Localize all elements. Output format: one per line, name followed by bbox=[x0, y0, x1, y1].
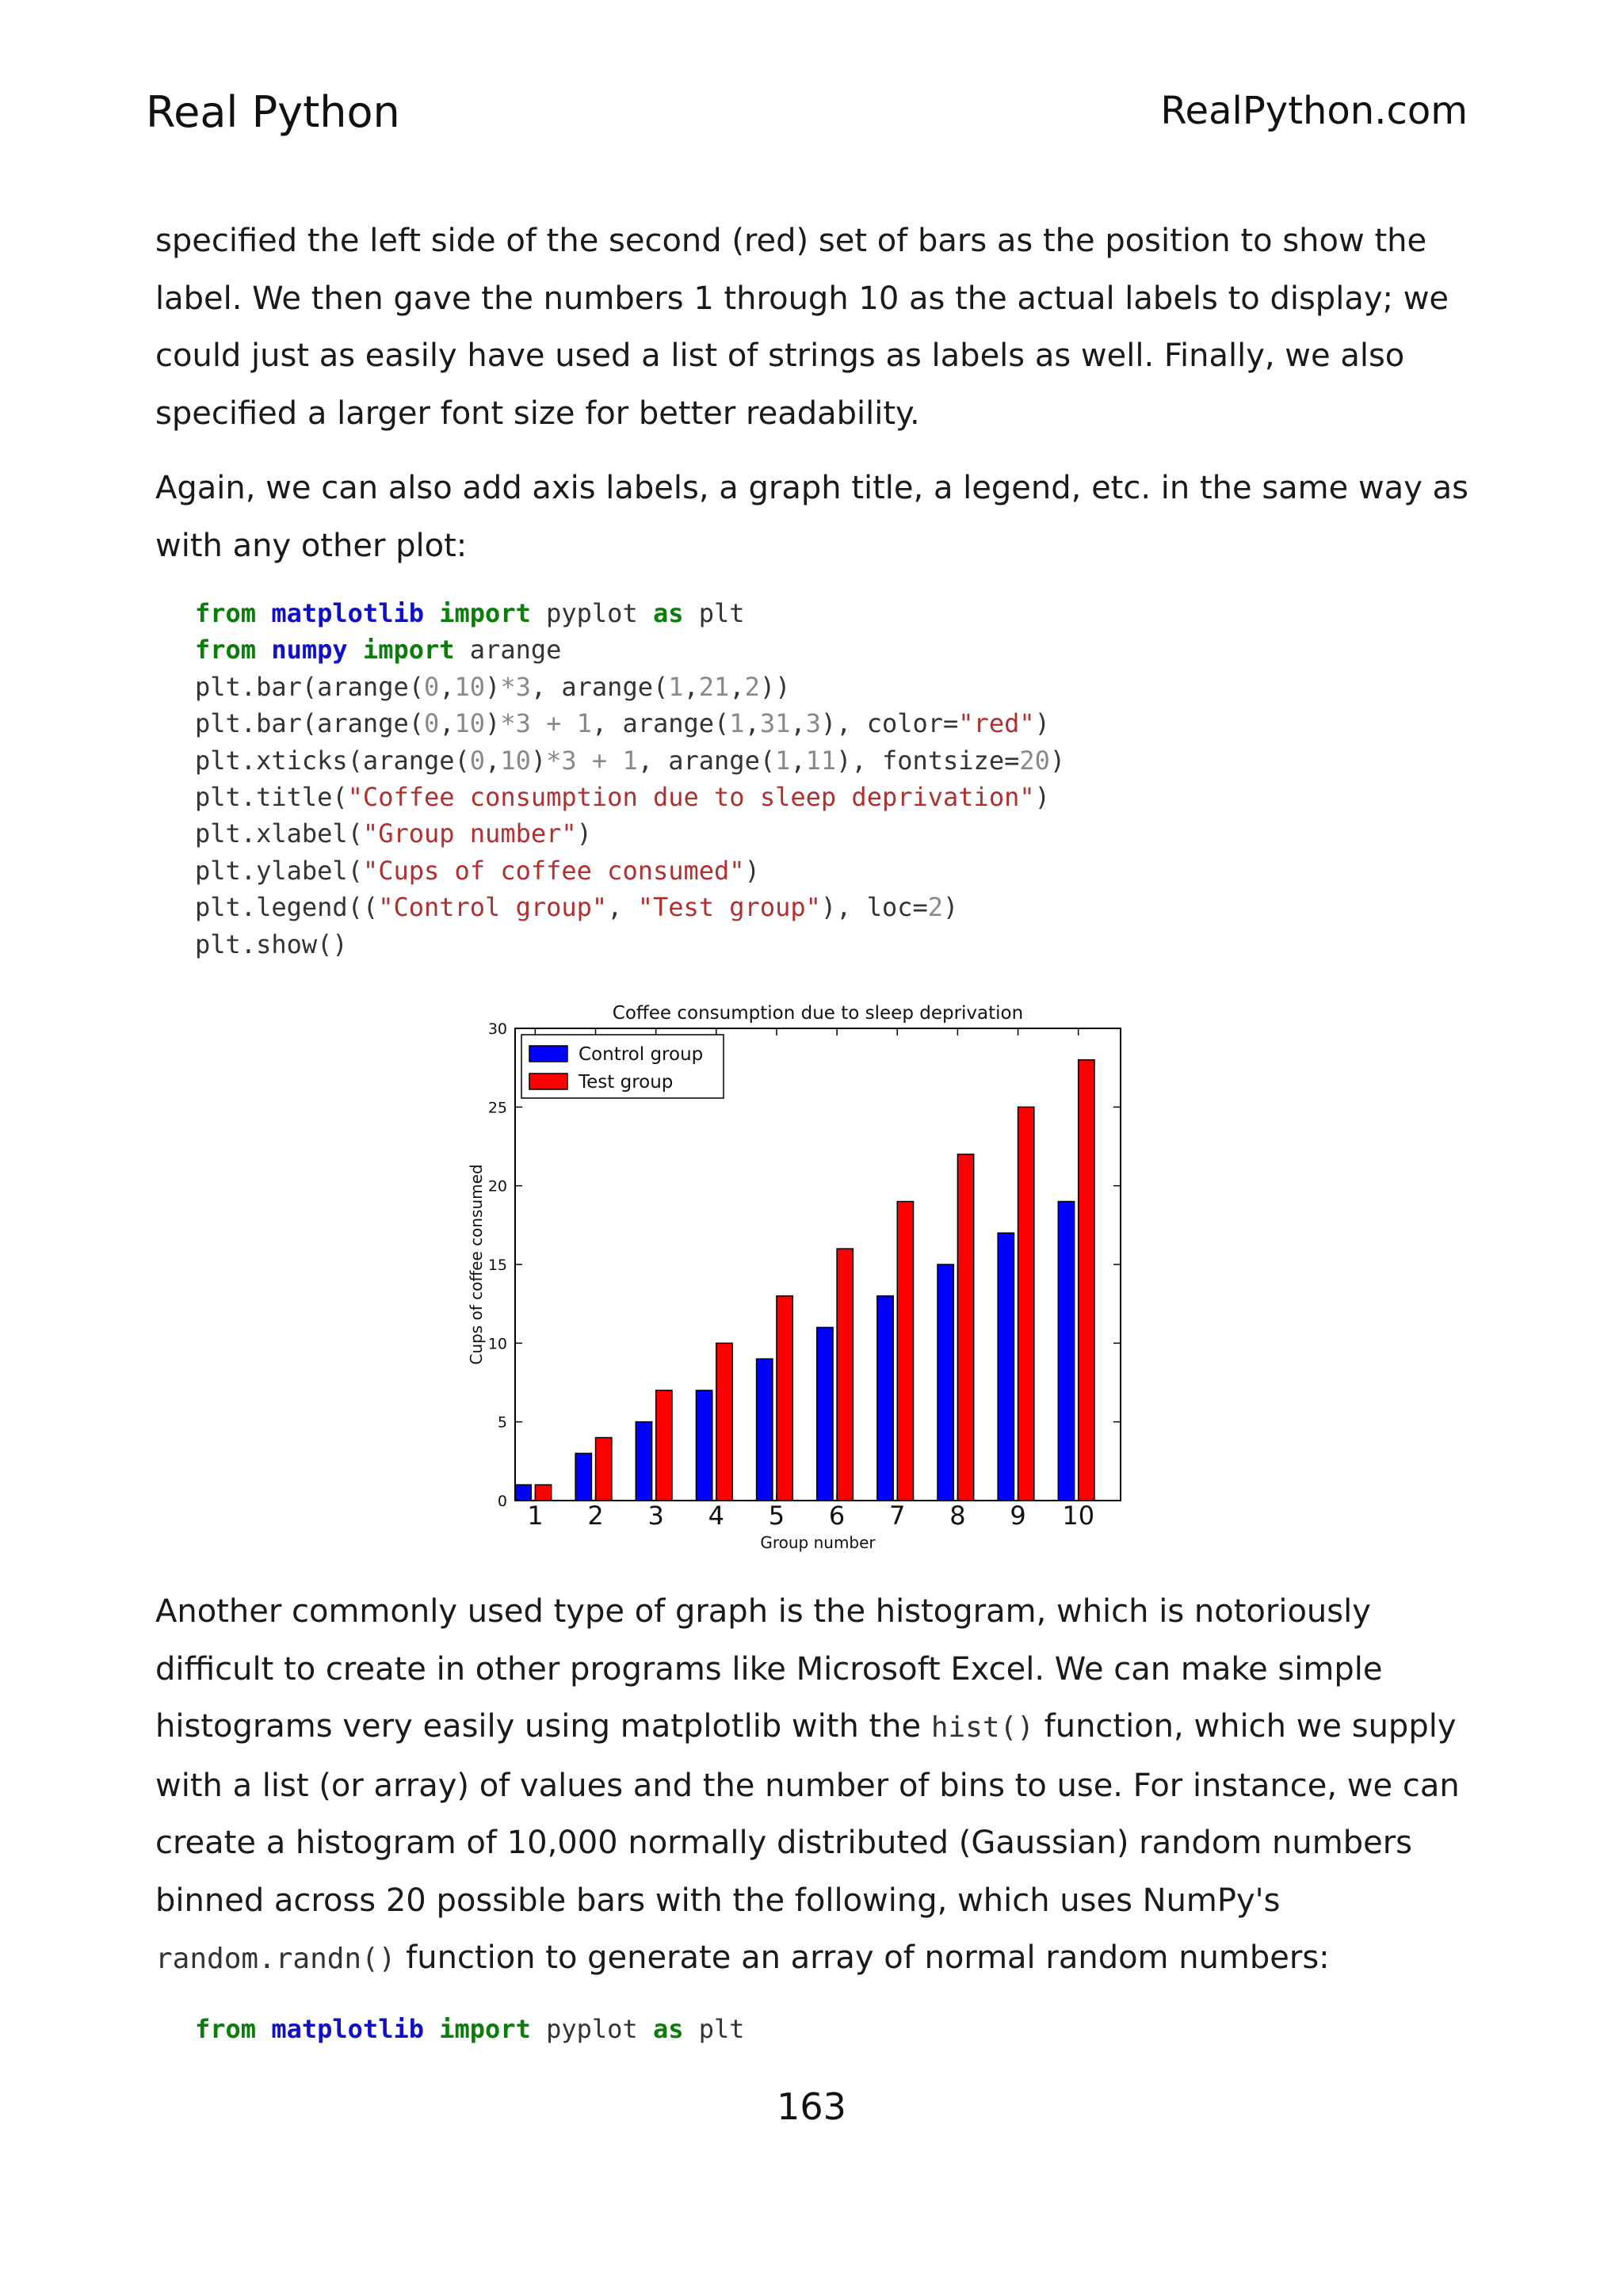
code-token: ) bbox=[485, 708, 501, 739]
code-token: ) bbox=[576, 818, 592, 849]
book-title: Real Python bbox=[146, 87, 400, 137]
x-tick-label: 1 bbox=[527, 1501, 544, 1531]
code-token bbox=[256, 598, 271, 628]
code-token: , bbox=[790, 745, 806, 776]
code-token: 1 bbox=[668, 671, 684, 702]
code-token: , bbox=[744, 708, 760, 739]
code-token: from bbox=[195, 635, 257, 666]
paragraph-text: Another commonly used type of graph is the histogram, which is notoriously difficult to create in other programs like Microsoft Excel. We can make simple histograms very easily using matplotlib with the bbox=[155, 1593, 1383, 1745]
code-token: plt.xticks(arange( bbox=[195, 745, 470, 776]
x-tick-label: 6 bbox=[828, 1501, 846, 1531]
code-token bbox=[348, 635, 363, 665]
y-tick-label: 0 bbox=[497, 1493, 507, 1510]
code-token: "red" bbox=[958, 708, 1035, 739]
code-token: "Coffee consumption due to sleep deprivation" bbox=[347, 781, 1035, 812]
code-token: 1 bbox=[729, 708, 745, 739]
bar-control-group bbox=[817, 1327, 833, 1501]
code-token: ) bbox=[1034, 708, 1050, 739]
bar-control-group bbox=[757, 1359, 773, 1501]
code-token: matplotlib bbox=[271, 2014, 424, 2044]
bar-control-group bbox=[877, 1296, 893, 1501]
y-axis-label: Cups of coffee consumed bbox=[467, 1164, 486, 1365]
code-token: plt bbox=[683, 2014, 745, 2044]
code-token: "Test group" bbox=[637, 892, 821, 923]
y-tick-label: 25 bbox=[487, 1099, 507, 1117]
y-tick-label: 10 bbox=[487, 1335, 507, 1353]
code-token: pyplot bbox=[530, 598, 653, 628]
bar-test-group bbox=[535, 1485, 551, 1501]
page-number: 163 bbox=[777, 2085, 846, 2128]
code-token: 10 bbox=[454, 708, 486, 739]
bar-test-group bbox=[1018, 1107, 1034, 1501]
code-token: ), color= bbox=[820, 708, 959, 739]
code-token: as bbox=[652, 598, 684, 628]
bar-control-group bbox=[1058, 1202, 1074, 1501]
code-token: 0 bbox=[469, 745, 486, 776]
code-line bbox=[195, 926, 1065, 963]
code-token: plt.legend(( bbox=[195, 892, 379, 923]
code-token: *3 + 1 bbox=[546, 745, 638, 776]
x-tick-label: 8 bbox=[949, 1501, 966, 1531]
code-token: ) bbox=[1049, 745, 1066, 776]
code-token bbox=[256, 2014, 271, 2044]
legend-label: Test group bbox=[579, 1072, 674, 1093]
code-token: 21 bbox=[698, 671, 730, 702]
code-token: ), fontsize= bbox=[836, 745, 1020, 776]
x-tick-label: 4 bbox=[708, 1501, 725, 1531]
code-block-histogram bbox=[195, 2011, 745, 2047]
bar-control-group bbox=[998, 1233, 1014, 1501]
code-token: import bbox=[362, 635, 455, 666]
code-token: ) bbox=[744, 855, 760, 886]
y-tick-label: 20 bbox=[487, 1177, 507, 1196]
bar-test-group bbox=[837, 1249, 853, 1501]
code-token: ) bbox=[943, 892, 959, 923]
code-token: arange bbox=[454, 635, 562, 666]
code-token: import bbox=[439, 2014, 531, 2044]
code-token: 11 bbox=[805, 745, 837, 776]
code-token: ), loc= bbox=[820, 892, 928, 923]
code-token: 31 bbox=[759, 708, 791, 739]
code-token: , arange( bbox=[591, 708, 730, 739]
bar-test-group bbox=[596, 1438, 612, 1501]
code-token: "Group number" bbox=[362, 818, 577, 849]
bar-control-group bbox=[696, 1390, 712, 1501]
code-token: ) bbox=[530, 745, 547, 776]
code-token bbox=[424, 598, 439, 628]
y-tick-label: 15 bbox=[487, 1257, 507, 1274]
bar-control-group bbox=[515, 1485, 531, 1501]
code-token: 2 bbox=[927, 892, 944, 923]
x-axis-label: Group number bbox=[760, 1533, 876, 1552]
code-token: "Control group" bbox=[378, 892, 608, 923]
legend-label: Control group bbox=[579, 1044, 704, 1065]
bar-chart bbox=[444, 990, 1157, 1561]
x-tick-label: 9 bbox=[1010, 1501, 1026, 1531]
code-token: , bbox=[790, 708, 806, 739]
bar-test-group bbox=[897, 1202, 913, 1501]
paragraph-text: function to generate an array of normal random numbers: bbox=[395, 1939, 1330, 1976]
code-token: 2 bbox=[744, 671, 760, 702]
x-tick-label: 7 bbox=[889, 1501, 906, 1531]
code-token: 3 bbox=[805, 708, 821, 739]
code-line bbox=[195, 595, 1065, 631]
code-token: ) bbox=[1034, 781, 1050, 812]
code-line bbox=[195, 2011, 745, 2047]
bar-control-group bbox=[938, 1264, 953, 1501]
code-token: as bbox=[652, 2014, 684, 2044]
code-token: *3 bbox=[500, 671, 531, 702]
code-token: plt.xlabel( bbox=[195, 818, 363, 849]
code-token: 1 bbox=[775, 745, 791, 776]
legend-swatch-test bbox=[529, 1074, 567, 1089]
inline-code-hist: hist() bbox=[930, 1711, 1034, 1744]
y-tick-label: 5 bbox=[497, 1413, 507, 1432]
y-tick-label: 30 bbox=[487, 1020, 507, 1038]
paragraph-histogram-intro bbox=[155, 1583, 1479, 1989]
code-token: plt bbox=[683, 598, 745, 628]
code-token: matplotlib bbox=[271, 598, 424, 628]
code-token bbox=[256, 635, 271, 665]
code-token: , arange( bbox=[637, 745, 776, 776]
code-token: plt.show() bbox=[195, 929, 348, 959]
code-line bbox=[195, 852, 1065, 889]
code-token: , bbox=[729, 671, 745, 702]
legend-swatch-control bbox=[529, 1046, 567, 1062]
code-token: , bbox=[607, 892, 638, 923]
code-token: 0 bbox=[423, 708, 440, 739]
paragraph-labels-explanation: specified the left side of the second (red) set of bars as the position to show the label. We then gave the numbers 1 through 10 as the actual labels to display; we could just as easily have used a list of strings as labels as well. Finally, we also specified a larger font size for better readability. bbox=[155, 223, 1449, 432]
paragraph-text: function, which we supply with a list (or array) of values and the number of bins to use. For instance, we can create a histogram of 10,000 normally distributed (Gaussian) random numbers binned across 20 possible bars with the following, which uses NumPy's bbox=[155, 1708, 1460, 1919]
code-token: plt.bar(arange( bbox=[195, 708, 424, 739]
inline-code-randn: random.randn() bbox=[155, 1943, 396, 1975]
code-line bbox=[195, 705, 1065, 742]
code-token: , arange( bbox=[530, 671, 669, 702]
code-token: 10 bbox=[454, 671, 486, 702]
code-token: from bbox=[195, 598, 257, 628]
x-tick-label: 3 bbox=[647, 1501, 664, 1531]
code-token: )) bbox=[759, 671, 791, 702]
code-line bbox=[195, 742, 1065, 779]
code-token: from bbox=[195, 2014, 257, 2044]
code-line bbox=[195, 815, 1065, 852]
x-tick-label: 5 bbox=[768, 1501, 785, 1531]
code-token: "Cups of coffee consumed" bbox=[362, 855, 745, 886]
code-token: import bbox=[439, 598, 531, 628]
code-token: , bbox=[439, 708, 455, 739]
code-token: 20 bbox=[1019, 745, 1050, 776]
bar-control-group bbox=[575, 1453, 591, 1501]
chart-title: Coffee consumption due to sleep deprivation bbox=[612, 1003, 1024, 1024]
code-token: pyplot bbox=[530, 2014, 653, 2044]
code-token: plt.bar(arange( bbox=[195, 671, 424, 702]
code-line bbox=[195, 669, 1065, 705]
code-token: *3 + 1 bbox=[500, 708, 592, 739]
code-block-bar-chart bbox=[195, 595, 1065, 963]
code-token: 10 bbox=[500, 745, 531, 776]
code-token: plt.title( bbox=[195, 781, 348, 812]
code-token: numpy bbox=[271, 635, 348, 666]
code-token: , bbox=[485, 745, 501, 776]
code-token: , bbox=[683, 671, 699, 702]
bar-test-group bbox=[1079, 1060, 1094, 1501]
bar-control-group bbox=[636, 1422, 651, 1501]
bar-test-group bbox=[957, 1154, 973, 1501]
code-line bbox=[195, 889, 1065, 925]
code-token: , bbox=[439, 671, 455, 702]
site-name: RealPython.com bbox=[1160, 89, 1468, 133]
bar-test-group bbox=[656, 1390, 672, 1501]
code-line bbox=[195, 779, 1065, 815]
bar-test-group bbox=[716, 1343, 732, 1501]
x-tick-label: 10 bbox=[1062, 1501, 1095, 1531]
paragraph-axis-labels-intro: Again, we can also add axis labels, a graph title, a legend, etc. in the same way as with any other plot: bbox=[155, 470, 1468, 564]
bar-test-group bbox=[777, 1296, 792, 1501]
code-token: 0 bbox=[423, 671, 440, 702]
code-token bbox=[424, 2014, 439, 2044]
code-token: ) bbox=[485, 671, 501, 702]
x-tick-label: 2 bbox=[587, 1501, 604, 1531]
code-line bbox=[195, 631, 1065, 668]
code-token: plt.ylabel( bbox=[195, 855, 363, 886]
